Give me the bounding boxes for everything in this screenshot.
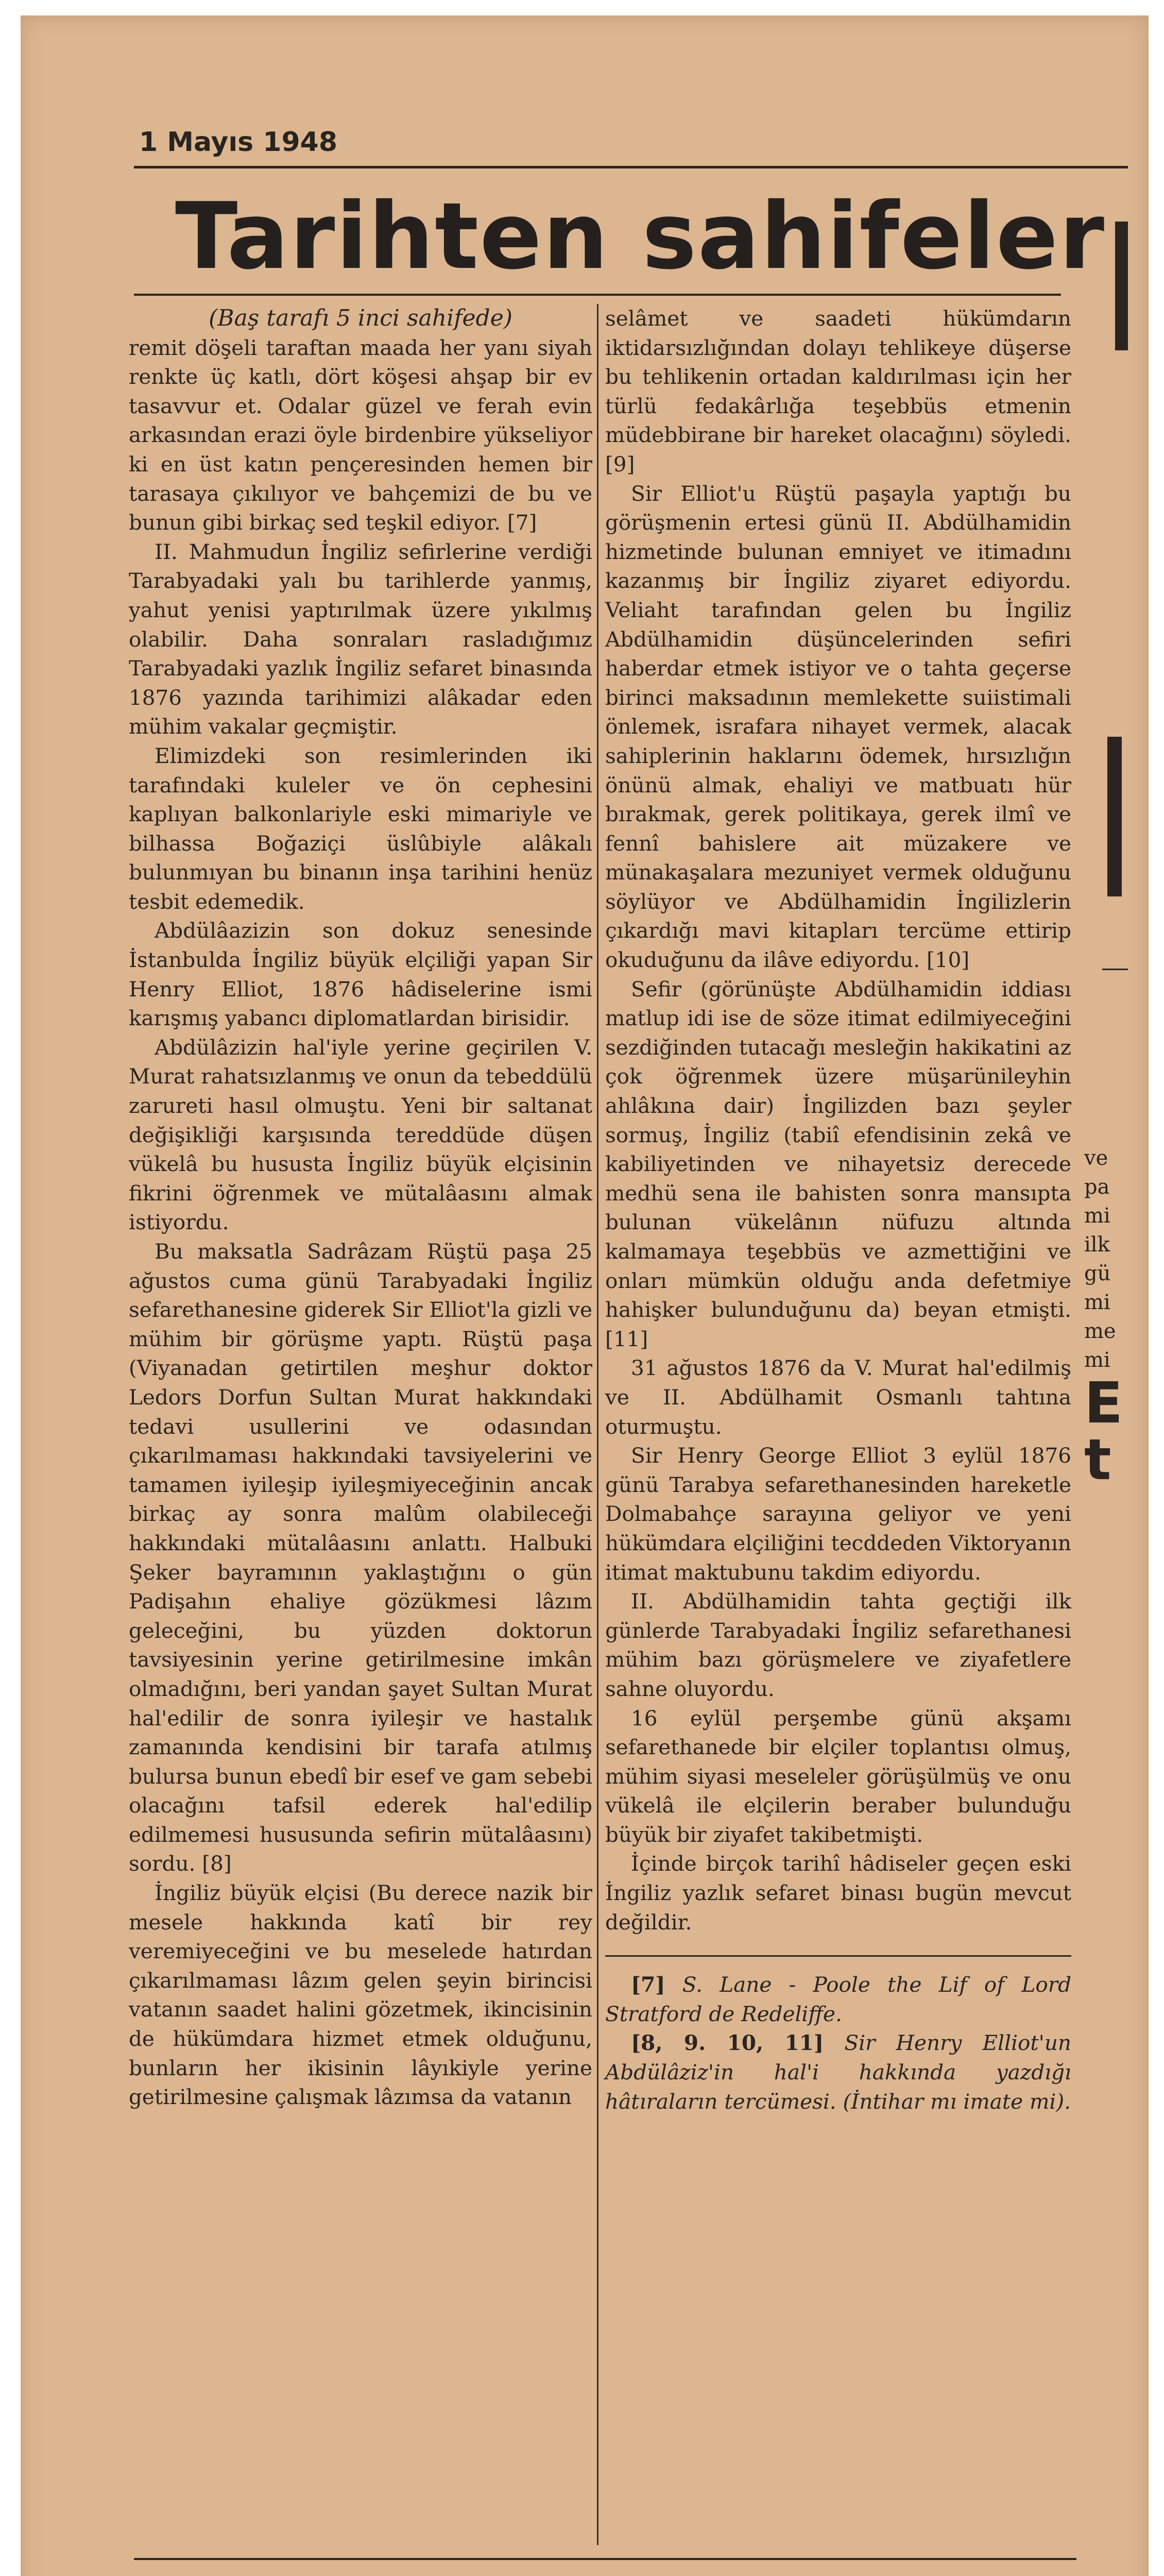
fragment-headline: E xyxy=(1084,1370,1123,1436)
paragraph: selâmet ve saadeti hükümdarın iktidarsızlığından dolayı tehlikeye düşerse bu tehlikenin ortadan kaldırılması için her türlü fedakârlığa teşebbüs etmenin müdebbirane bir hareket olacağını) söyledi. [9] xyxy=(605,306,1071,477)
footnote-text: S. Lane - Poole the Lif of Lord Stratford de Redeliffe. xyxy=(605,1972,1072,2026)
paragraph: Abdülâazizin son dokuz senesinde İstanbulda İngiliz büyük elçiliği yapan Sir Henry Elliot, 1876 hâdiselerine ismi karışmış yabancı diplomatlardan birisidir. xyxy=(129,918,592,1031)
edge-column-rule xyxy=(1115,222,1128,350)
fragment-text: ilk xyxy=(1084,1233,1110,1257)
paragraph: Sir Elliot'u Rüştü paşayla yaptığı bu görüşmenin ertesi günü II. Abdülhamidin hizmetinde bulunan emniyet ve itimadını kazanmış bir İngiliz ziyaret ediyordu. Veliaht tarafından gelen bu İngiliz Abdülhamidin düşüncelerinden sefiri haberdar etmek istiyor ve o tahta geçerse birinci maksadının memlekette suiistimali önlemek, israfara nihayet vermek, alacak sahiplerinin haklarını ödemek, hırsızlığın önünü almak, ehaliyi ve matbuatı hür bırakmak, gerek politikaya, gerek ilmî ve fennî bahislere ait müzakere ve münakaşalara mezuniyet vermek olduğunu söylüyor ve Abdülhamidin İngilizlerin çıkardığı mavi kitapları tercüme ettirip okuduğunu da ilâve ediyordu. [10] xyxy=(605,481,1071,973)
left-column xyxy=(129,304,592,2112)
footnote xyxy=(605,1970,1071,2028)
paragraph: Bu maksatla Sadrâzam Rüştü paşa 25 ağustos cuma günü Tarabyadaki İngiliz sefarethanesine giderek Sir Elliot'la gizli ve mühim bir görüşme yaptı. Rüştü paşa (Viyanadan getirtilen meşhur doktor Ledors Dorfun Sultan Murat hakkındaki tedavi usullerini ve odasından çıkarılmaması hakkındaki tavsiyelerini ve tamamen iyileşip iyileşmiyeceğinin ancak birkaç ay sonra malûm olabileceği hakkındaki mütalâasını anlattı. Halbuki Şeker bayramının yaklaştığını o gün Padişahın ehaliye gözükmesi lâzım geleceğini, bu yüzden doktorun tavsiyesinin yerine getirilmesine imkân olmadığını, beri yandan şayet Sultan Murat hal'edilir de sonra iyileşir ve hastalık zamanında kendisini bir tarafa atılmış bulursa bunun ebedî bir esef ve gam sebebi olacağını tafsil ederek hal'edilip edilmemesi hususunda sefirin mütalâasını) sordu. [8] xyxy=(129,1239,592,1876)
paragraph: remit döşeli taraftan maada her yanı siyah renkte üç katlı, dört köşesi ahşap bir ev tasavvur et. Odalar güzel ve ferah evin arkasından erazi öyle birdenbire yükseliyor ki en üst katın pençeresinden hemen bir tarasaya çıkılıyor ve bahçemizi de bu ve bunun gibi birkaç sed teşkil ediyor. [7] xyxy=(129,335,592,535)
paragraph: 16 eylül perşembe günü akşamı sefarethanede bir elçiler toplantısı olmuş, mühim siyasi meseleler görüşülmüş ve onu vükelâ ile elçilerin beraber bulunduğu büyük bir ziyafet takibetmişti. xyxy=(605,1705,1071,1847)
article-headline: Tarihten sahifeler xyxy=(175,183,1106,290)
paragraph: Abdülâzizin hal'iyle yerine geçirilen V. Murat rahatsızlanmış ve onun da tebeddülü zarureti hasıl olmuştu. Yeni bir saltanat değişikliği karşısında tereddüde düşen vükelâ bu hususta İngiliz büyük elçisinin fikrini öğrenmek ve mütalâasını almak istiyordu. xyxy=(129,1035,592,1235)
paragraph: II. Mahmudun İngiliz sefirlerine verdiği Tarabyadaki yalı bu tarihlerde yanmış, yahut yenisi yaptırılmak üzere yıkılmış olabilir. Daha sonraları rasladığımız Tarabyadaki yazlık İngiliz sefaret binasında 1876 yazında tarihimizi alâkadar eden mühim vakalar geçmiştir. xyxy=(129,539,592,739)
paragraph: Sefir (görünüşte Abdülhamidin iddiası matlup idi ise de söze itimat edilmiyeceğini sezdiğinden tutacağı mesleğin hakikatini az çok öğrenmek üzere müşarünileyhin ahlâkına dair) İngilizden bazı şeyler sormuş, İngiliz (tabiî efendisinin zekâ ve kabiliyetinden ve nihayetsiz derecede medhü sena ile bahisten sonra mansıpta bulunan vükelânın nüfuzu altında kalmamaya teşebbüs ve azmettiğini ve onları mümkün olduğu anda defetmiye hahişker bulunduğunu da) beyan etmişti. [11] xyxy=(605,976,1071,1351)
adjacent-article-rule xyxy=(1102,969,1128,970)
fragment-text: ve xyxy=(1084,1146,1108,1170)
fragment-text: me xyxy=(1084,1319,1116,1343)
fragment-text: pa xyxy=(1084,1175,1110,1199)
fragment-text: mi xyxy=(1084,1291,1110,1314)
paragraph: Elimizdeki son resimlerinden iki tarafındaki kuleler ve ön cephesini kaplıyan balkonlariyle eski mimariyle ve bilhassa Boğaziçi üslûbiyle alâkalı bulunmıyan bu binanın inşa tarihini henüz tesbit edemedik. xyxy=(129,743,592,914)
footer-rule xyxy=(134,2558,1076,2560)
paragraph: Sir Henry George Elliot 3 eylül 1876 günü Tarabya sefarethanesinden hareketle Dolmabahçe sarayına geliyor ve yeni hükümdara elçiliğini tecddeden Viktoryanın itimat maktubunu takdim ediyordu. xyxy=(605,1443,1071,1585)
continuation-note: (Baş tarafı 5 inci sahifede) xyxy=(209,305,512,331)
adjacent-article-fragment xyxy=(1084,1144,1146,1493)
header-rule xyxy=(134,166,1128,168)
footnote xyxy=(605,2028,1071,2116)
paragraph: 31 ağustos 1876 da V. Murat hal'edilmiş ve II. Abdülhamit Osmanlı tahtına oturmuştu. xyxy=(605,1355,1071,1439)
fragment-text: mi xyxy=(1084,1348,1110,1372)
fragment-headline: t xyxy=(1084,1427,1111,1493)
footnote-ref: [7] xyxy=(631,1972,665,1997)
right-column xyxy=(605,304,1071,2116)
headline-rule xyxy=(134,294,1061,296)
paragraph: II. Abdülhamidin tahta geçtiği ilk günlerde Tarabyadaki İngiliz sefarethanesi mühim bazı görüşmelere ve ziyafetlere sahne oluyordu. xyxy=(605,1589,1071,1701)
fragment-text: gü xyxy=(1084,1262,1111,1285)
paragraph: İçinde birçok tarihî hâdiseler geçen eski İngiliz yazlık sefaret binası bugün mevcut değildir. xyxy=(605,1851,1071,1935)
footnote-ref: [8, 9. 10, 11] xyxy=(631,2030,824,2056)
footnote-text: Sir Henry Elliot'un Abdülâziz'in hal'i hakkında yazdığı hâtıraların tercümesi. (İntihar mı imate mi). xyxy=(605,2030,1071,2114)
footnote-rule xyxy=(605,1955,1071,1957)
column-divider xyxy=(597,304,598,2545)
paragraph: İngiliz büyük elçisi (Bu derece nazik bir mesele hakkında katî bir rey veremiyeceğini ve bu meselede hatırdan çıkarılmaması lâzım gelen şeyin birincisi vatanın saadet halini gözetmek, ikincisinin de hükümdara hizmet etmek olduğunu, bunların her ikisinin lâyıkiyle yerine getirilmesine çalışmak lâzımsa da vatanın xyxy=(129,1880,592,2110)
adjacent-article-bar xyxy=(1107,737,1122,896)
issue-date: 1 Mayıs 1948 xyxy=(139,127,338,158)
fragment-text: mi xyxy=(1084,1204,1110,1228)
